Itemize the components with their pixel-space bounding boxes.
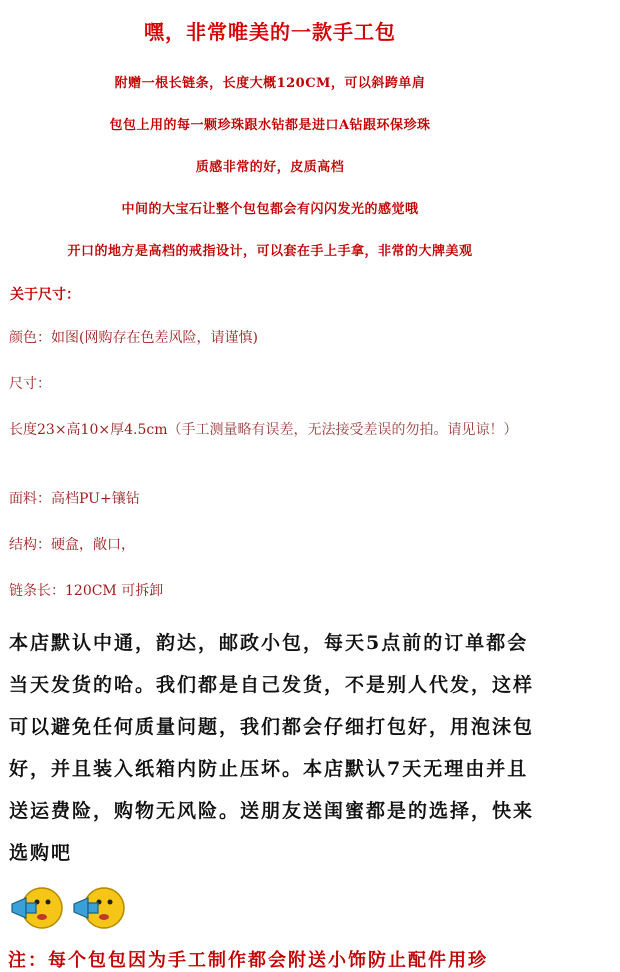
footnote-cut-line: 注：每个包包因为手工制作都会附送小饰防止配件用珍	[8, 950, 488, 971]
highlight-ring-opening: 开口的地方是高档的戒指设计，可以套在手上手拿，非常的大牌美观	[67, 244, 473, 259]
dimensions-line	[9, 419, 549, 441]
megaphone-emoji-icon	[8, 884, 64, 932]
highlight-quality: 质感非常的好，皮质高档	[195, 160, 345, 175]
emoji-row	[8, 884, 126, 932]
structure-line: 结构：硬盒，敞口，	[9, 537, 135, 553]
highlight-pearls: 包包上用的每一颗珍珠跟水钻都是进口A钻跟环保珍珠	[109, 118, 431, 133]
color-line: 颜色：如图(网购存在色差风险，请谨慎)	[9, 330, 258, 346]
highlight-gem: 中间的大宝石让整个包包都会有闪闪发光的感觉哦	[121, 202, 419, 217]
megaphone-emoji-icon	[70, 884, 126, 932]
dimensions-note: （手工测量略有误差，无法接受差误的勿拍。请见谅！）	[167, 422, 518, 438]
shipping-paragraph: 本店默认中通，韵达，邮政小包，每天5点前的订单都会当天发货的哈。我们都是自己发货，不是别人代发，这样可以避免任何质量问题，我们都会仔细打包好，用泡沫包好，并且装入纸箱内防止压坏。本店默认7天无理由并且送运费险，购物无风险。送朋友送闺蜜都是的选择，快来选购吧	[9, 632, 535, 864]
page-title: 嘿，非常唯美的一款手工包	[144, 20, 396, 44]
material-line: 面料：高档PU+镶钻	[9, 491, 140, 507]
size-section-heading: 关于尺寸：	[10, 287, 80, 303]
chain-line: 链条长：120CM 可拆卸	[9, 583, 164, 599]
highlight-chain: 附赠一根长链条，长度大概120CM，可以斜跨单肩	[114, 76, 426, 91]
size-label: 尺寸：	[9, 376, 51, 392]
dimensions-value: 长度23×高10×厚4.5cm	[9, 422, 168, 438]
